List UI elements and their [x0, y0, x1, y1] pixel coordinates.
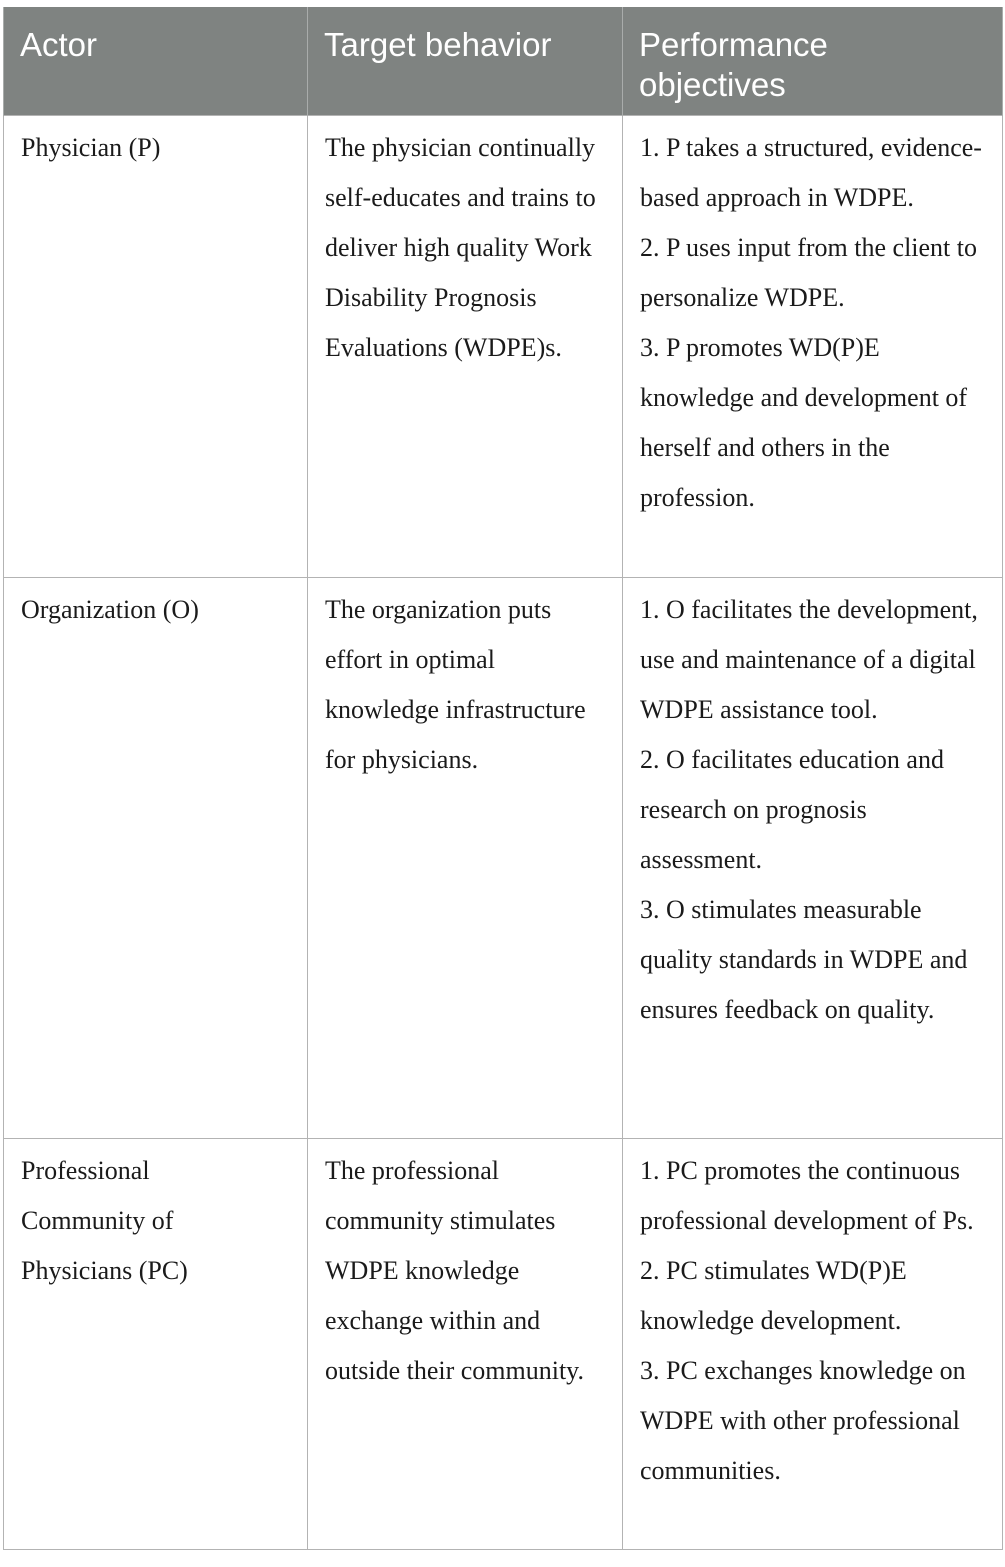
header-actor: Actor: [4, 7, 308, 116]
performance-objectives-cell: [623, 1139, 1003, 1550]
header-performance-objectives: Performance objectives: [623, 7, 1003, 116]
actor-cell: Physician (P): [4, 116, 308, 578]
header-target-behavior: Target behavior: [308, 7, 623, 116]
target-behavior-cell: The organization puts effort in optimal knowledge infrastructure for physicians.: [308, 578, 623, 1139]
table-row: [4, 578, 1003, 1139]
header-row: [4, 7, 1003, 116]
objective-item: 1. PC promotes the continuous professional development of Ps.: [640, 1156, 974, 1235]
objective-item: 2. O facilitates education and research on prognosis assessment.: [640, 745, 944, 874]
performance-objectives-cell: [623, 116, 1003, 578]
table-body: [4, 116, 1003, 1550]
actor-cell: Organization (O): [4, 578, 308, 1139]
target-behavior-cell: The professional community stimulates WDPE knowledge exchange within and outside their community.: [308, 1139, 623, 1550]
target-behavior-cell: The physician continually self-educates and trains to deliver high quality Work Disability Prognosis Evaluations (WDPE)s.: [308, 116, 623, 578]
objective-item: 3. PC exchanges knowledge on WDPE with other professional communities.: [640, 1356, 966, 1485]
objective-item: 2. P uses input from the client to personalize WDPE.: [640, 233, 977, 312]
table-row: [4, 1139, 1003, 1550]
table-header: [4, 7, 1003, 116]
objective-item: 1. P takes a structured, evidence-based approach in WDPE.: [640, 133, 982, 212]
performance-objectives-cell: [623, 578, 1003, 1139]
table-row: [4, 116, 1003, 578]
actor-cell: Professional Community of Physicians (PC): [4, 1139, 308, 1550]
objective-item: 3. P promotes WD(P)E knowledge and development of herself and others in the profession.: [640, 333, 968, 512]
objective-item: 2. PC stimulates WD(P)E knowledge development.: [640, 1256, 907, 1335]
objective-item: 3. O stimulates measurable quality standards in WDPE and ensures feedback on quality.: [640, 895, 968, 1024]
objectives-table: [3, 7, 1003, 1550]
objective-item: 1. O facilitates the development, use and maintenance of a digital WDPE assistance tool.: [640, 595, 978, 724]
